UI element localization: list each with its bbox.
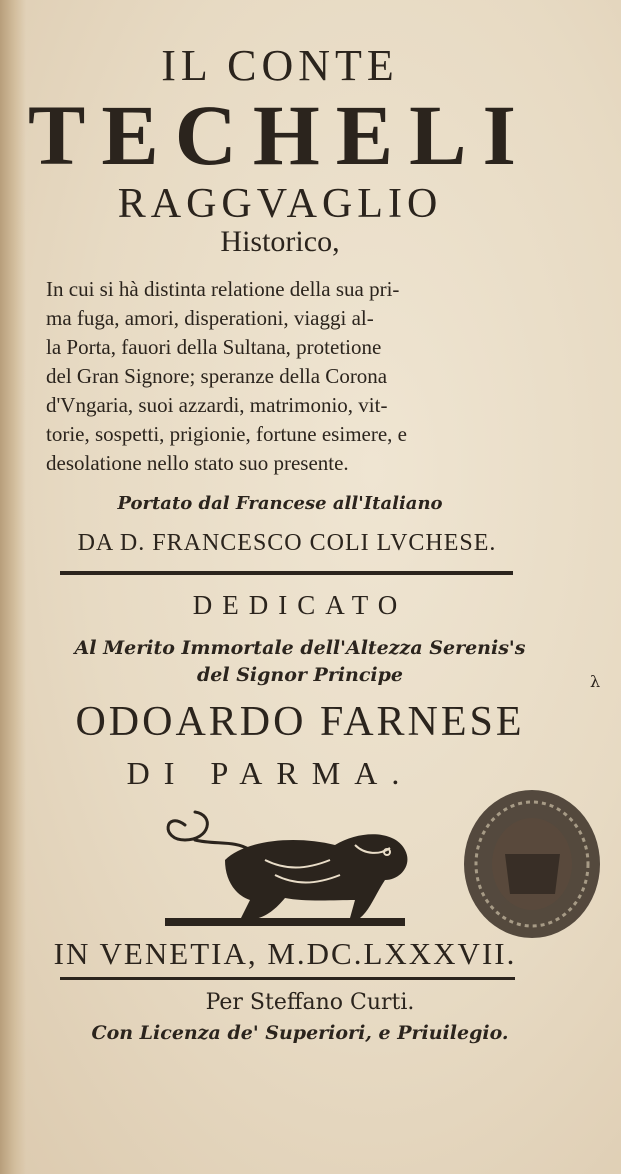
divider-rule <box>60 571 513 575</box>
title-line-3: RAGGVAGLIO <box>117 181 443 227</box>
title-line-1: IL CONTE <box>161 41 399 90</box>
description-line: ma fuga, amori, disperationi, viaggi al- <box>46 306 374 330</box>
divider-rule <box>60 977 515 980</box>
description-line: del Gran Signore; speranze della Corona <box>46 364 388 388</box>
publisher-line: Per Steffano Curti. <box>205 990 415 1015</box>
lion-printer-device <box>155 800 415 930</box>
dedicatee-name: ODOARDO FARNESE <box>75 699 525 745</box>
title-line-2: TECHELI <box>28 87 532 183</box>
description-line: la Porta, fauori della Sultana, protetione <box>46 335 382 359</box>
description-line: In cui si hà distinta relatione della sua pri- <box>46 277 400 301</box>
dedication-line-2: del Signor Principe <box>196 664 404 686</box>
title-line-4: Historico, <box>220 225 340 258</box>
dedicatee-place: DI PARMA. <box>126 755 414 791</box>
description-paragraph <box>46 275 521 478</box>
dedication-heading: DEDICATO <box>192 590 408 620</box>
author-line: DA D. FRANCESCO COLI LVCHESE. <box>77 530 497 556</box>
dedication-line-1: Al Merito Immortale dell'Altezza Serenis's <box>74 637 526 659</box>
margin-mark: λ <box>590 672 601 691</box>
license-line: Con Licenza de' Superiori, e Priuilegio. <box>91 1022 509 1044</box>
imprint-line: IN VENETIA, M.DC.LXXXVII. <box>53 936 517 971</box>
translation-note: Portato dal Francese all'Italiano <box>117 493 443 514</box>
description-line: desolatione nello stato suo presente. <box>46 451 349 475</box>
description-line: d'Vngaria, suoi azzardi, matrimonio, vit- <box>46 393 388 417</box>
description-line: torie, sospetti, prigionie, fortune esimere, e <box>46 422 407 446</box>
library-stamp <box>460 784 605 944</box>
